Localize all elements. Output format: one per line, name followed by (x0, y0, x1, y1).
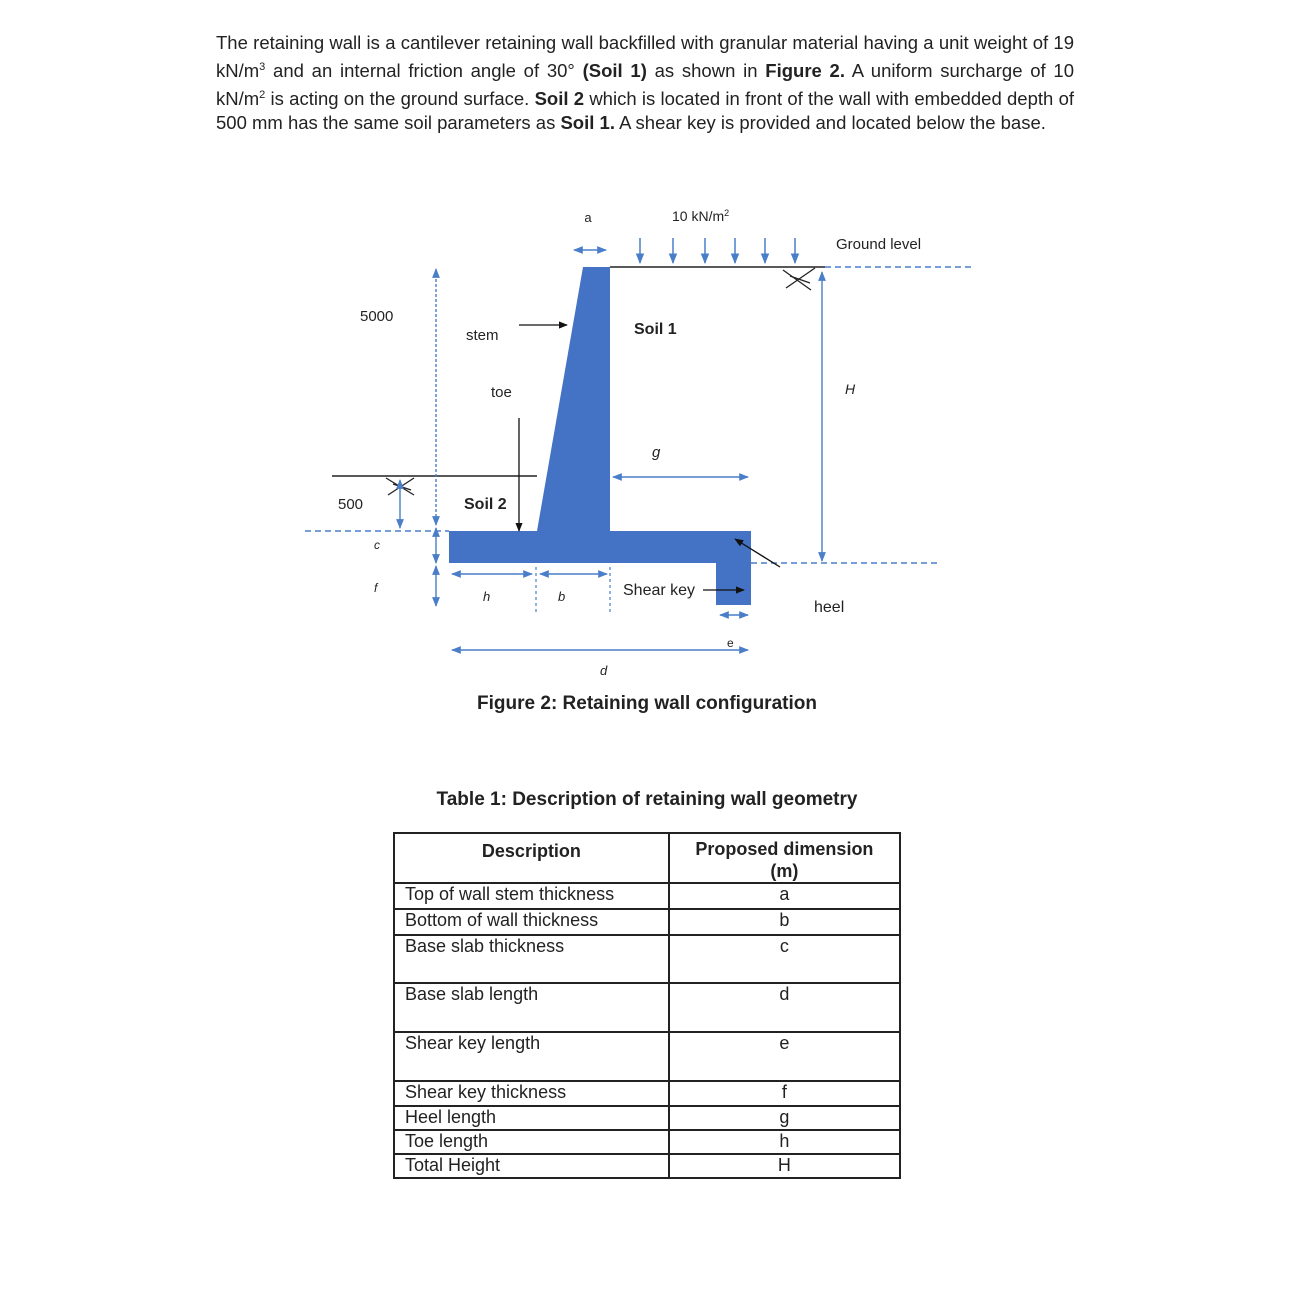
label-soil2: Soil 2 (464, 496, 507, 513)
table-row: Base slab thickness c (394, 935, 900, 983)
label-surcharge: 10 $kN/m^2$ (672, 208, 730, 224)
label-5000: 5000 (360, 308, 394, 325)
label-ground-level: Ground level (836, 236, 922, 253)
label-g: g (652, 444, 661, 461)
header-dimension: Proposed dimension (m) (669, 833, 900, 883)
label-shear-key: Shear key (623, 582, 696, 599)
shear-key (716, 563, 751, 605)
table-caption: Table 1: Description of retaining wall geometry (436, 789, 858, 810)
surcharge-arrows (640, 238, 795, 263)
label-heel: heel (814, 599, 845, 616)
label-a: a (584, 210, 592, 225)
table-row: Toe length h (394, 1130, 900, 1154)
table-row: Total Height H (394, 1154, 900, 1178)
table-row: Heel length g (394, 1106, 900, 1130)
label-soil1: Soil 1 (634, 321, 677, 338)
label-d: d (600, 663, 608, 678)
label-toe: toe (491, 384, 512, 401)
intro-paragraph: The retaining wall is a cantilever retaining wall backfilled with granular material having a unit weight of 19 $kN/m^3$ and an internal friction angle of 30° (Soil 1) as shown in Figure 2. A uniform surcharge of 10 $kN/m^2$ is acting on the ground surface. Soil 2 which is located in front of the wall with embedded depth of 500 mm has the same soil parameters as Soil 1. A shear key is provided and located below the base. (216, 32, 1075, 134)
table-row: Shear key thickness f (394, 1081, 900, 1106)
label-f: f (374, 581, 378, 595)
label-h: h (483, 589, 491, 604)
ground-symbol-top (783, 268, 815, 290)
geometry-table (393, 832, 901, 1179)
table-row: Top of wall stem thickness a (394, 883, 900, 909)
table-header-row (394, 833, 900, 883)
wall-stem (537, 267, 610, 531)
label-stem: stem (466, 327, 499, 344)
table-row: Base slab length d (394, 983, 900, 1032)
table-row: Shear key length e (394, 1032, 900, 1081)
dimension-arrows (400, 250, 822, 650)
table-row: Bottom of wall thickness b (394, 909, 900, 935)
wall-base-slab (449, 531, 751, 563)
label-c: c (374, 538, 380, 552)
label-500: 500 (338, 496, 364, 513)
header-description: Description (394, 833, 669, 883)
label-b: b (558, 589, 566, 604)
figure-caption: Figure 2: Retaining wall configuration (477, 693, 817, 714)
label-e: e (727, 636, 734, 650)
label-H: H (845, 381, 856, 397)
